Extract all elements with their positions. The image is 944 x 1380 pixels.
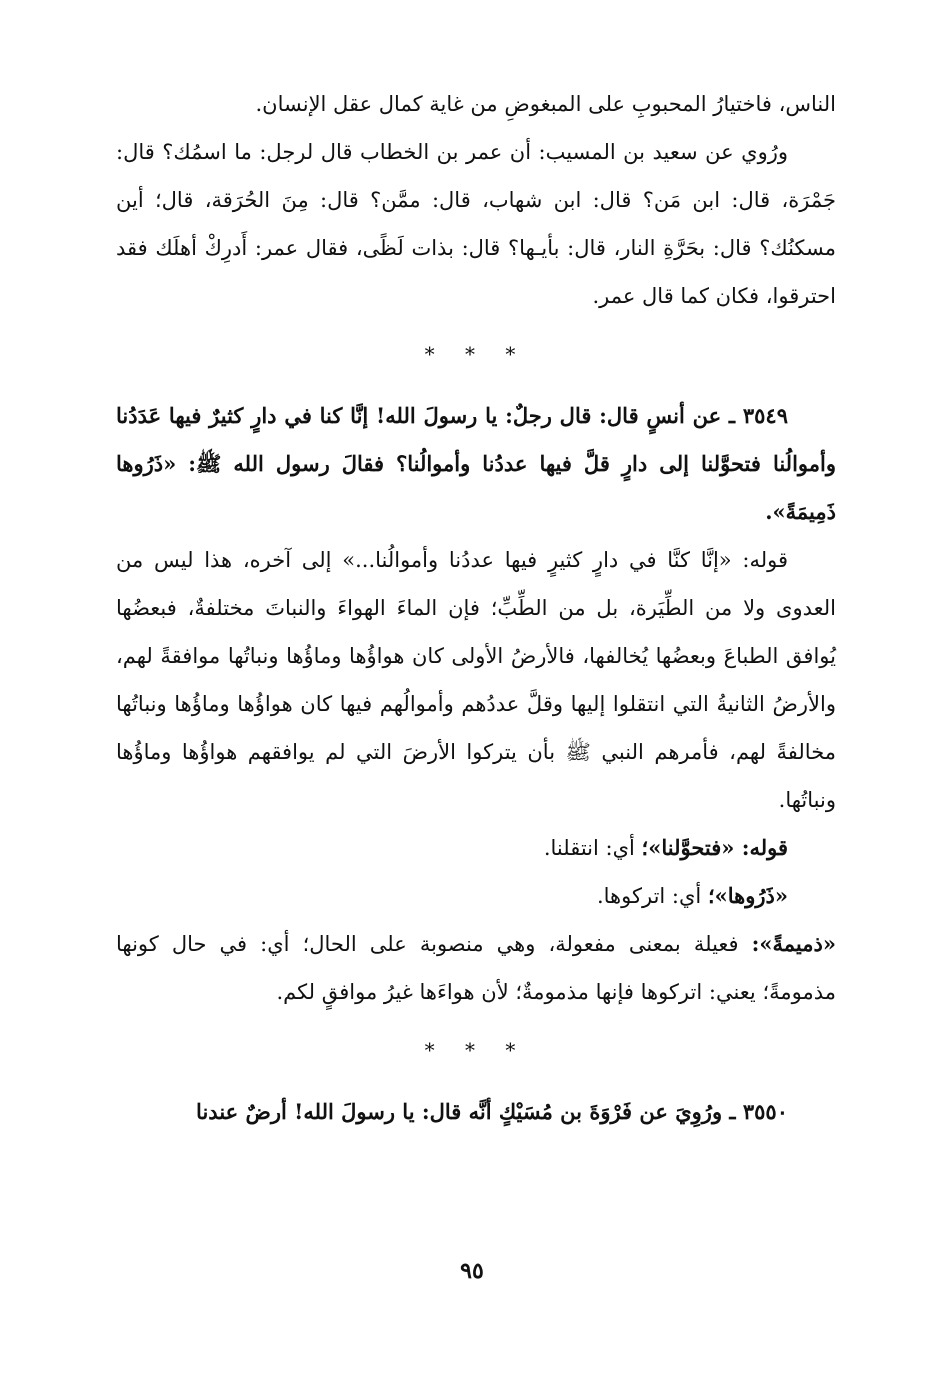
section-separator: * * *	[424, 342, 528, 366]
commentary-text: قوله: «إنَّا كنَّا في دارٍ كثيرٍ فيها عددُنا وأموالُنا...» إلى آخره، هذا ليس من العدوى ولا من الطِّيَرة، بل من الطِّبِّ؛ فإن الماءَ الهواءَ والنباتَ مختلفةٌ، فبعضُها يُوافق الطباعَ وبعضُها يُخالفها، فالأرضُ الأولى كان هواؤُها وماؤُها ونباتُها موافقةً لهم، والأرضُ الثانيةُ التي انتقلوا إليها وقلَّ عددُهم وأموالُهم فيها كان هواؤُها وماؤُها ونباتُها مخالفةً لهم، فأمرهم النبي ﷺ بأن يتركوا الأرضَ التي لم يوافقهم هواؤُها وماؤُها ونباتُها.	[116, 548, 836, 812]
page-number: ٩٥	[460, 1258, 484, 1284]
commentary-dhamima	[116, 920, 836, 1016]
paragraph-continuation: الناس، فاختيارُ المحبوبِ على المبغوضِ من غاية كمال عقل الإنسان.	[255, 92, 836, 116]
term-label: قوله: «فتحوَّلنا»؛	[641, 835, 788, 860]
hadith-3550: ٣٥٥٠ ـ ورُوِيَ عن فَرْوَةَ بن مُسَيْكٍ أنَّه قال: يا رسولَ الله! أرضٌ عندنا	[196, 1099, 788, 1124]
term-explanation: فعيلة بمعنى مفعولة، وهي منصوبة على الحال؛ أي: في حال كونها مذمومةً؛ يعني: اتركوها فإنها مذمومةٌ؛ لأن هواءَها غيرُ موافقٍ لكم.	[116, 932, 836, 1004]
commentary-dharuha	[116, 872, 836, 920]
term-label: «ذميمةً»:	[751, 931, 836, 956]
term-explanation: أي: اتركوها.	[596, 884, 708, 908]
page-body	[116, 80, 836, 1136]
hadith-3549: ٣٥٤٩ ـ عن أنسٍ قال: قال رجلٌ: يا رسولَ الله! إنَّا كنا في دارٍ كثيرٌ فيها عَدَدُنا وأموالُنا فتحوَّلنا إلى دارٍ قلَّ فيها عددُنا وأموالُنا؟ فقالَ رسول الله ﷺ: «ذَرُوها ذَمِيمَةً».	[116, 403, 836, 524]
paragraph-umar-anecdote: ورُوي عن سعيد بن المسيب: أن عمر بن الخطاب قال لرجل: ما اسمُك؟ قال: جَمْرَة، قال: ابن مَن؟ قال: ابن شهاب، قال: ممَّن؟ قال: مِنَ الحُرَقة، قال؛ أين مسكنُك؟ قال: بحَرَّةِ النار، قال: بأيـها؟ قال: بذات لَظًى، فقال عمر: أَدرِكْ أهلَك فقد احترقوا، فكان كما قال عمر.	[116, 140, 836, 308]
commentary-fatahawwalna	[116, 824, 836, 872]
term-label: «ذَرُوها»؛	[707, 883, 788, 908]
term-explanation: أي: انتقلنا.	[543, 836, 642, 860]
commentary-paragraph	[116, 536, 836, 824]
section-separator: * * *	[424, 1038, 528, 1062]
